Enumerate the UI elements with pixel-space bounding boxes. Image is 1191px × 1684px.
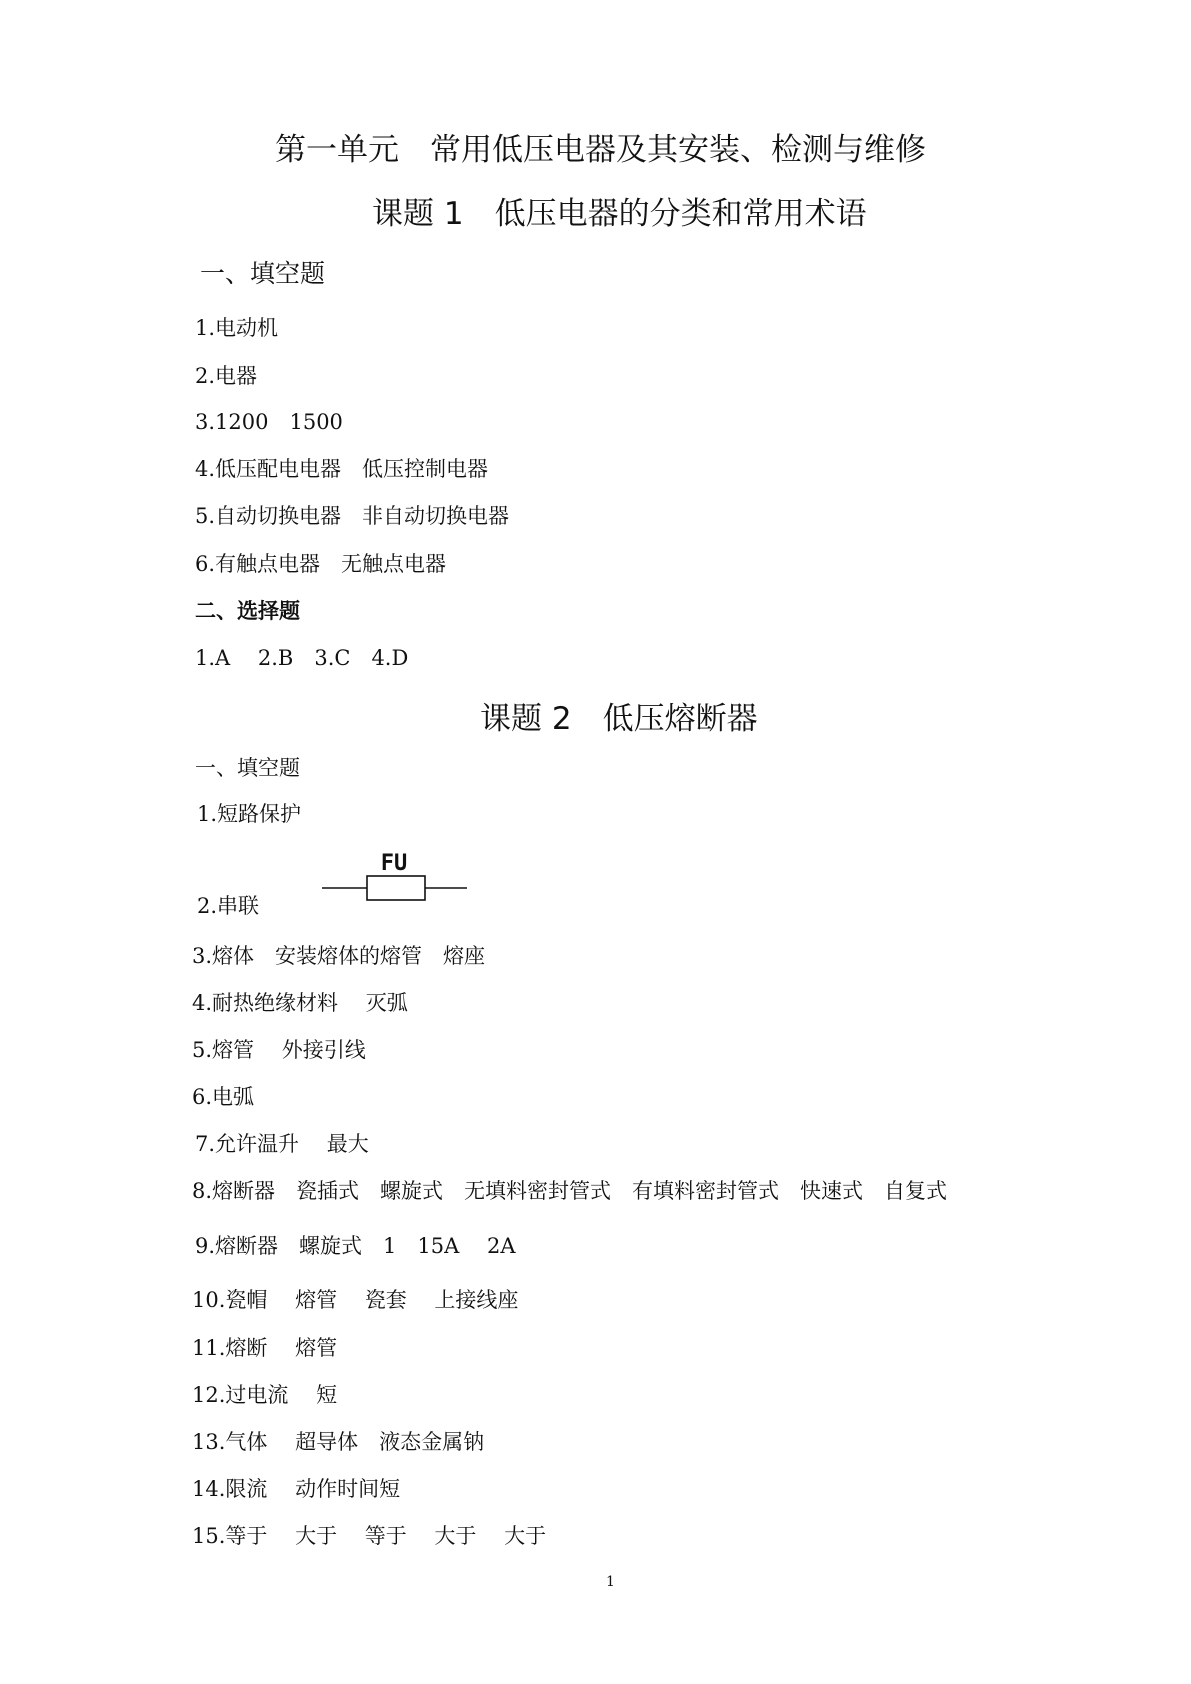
topic2-fill-item: 5.熔管 外接引线 — [192, 1038, 366, 1062]
unit-title: 第一单元 常用低压电器及其安装、检测与维修 — [275, 132, 926, 168]
topic2-fill-item: 3.熔体 安装熔体的熔管 熔座 — [192, 944, 486, 968]
topic1-fill-item: 3.1200 1500 — [195, 410, 343, 434]
topic1-fill-item: 6.有触点电器 无触点电器 — [195, 552, 447, 576]
fuse-symbol — [320, 845, 470, 905]
topic2-fill-item: 13.气体 超导体 液态金属钠 — [192, 1430, 485, 1454]
topic2-fill-item: 4.耐热绝缘材料 灭弧 — [192, 991, 408, 1015]
topic2-title: 课题 2 低压熔断器 — [480, 701, 758, 737]
topic1-choice-answers: 1.A 2.B 3.C 4.D — [195, 646, 409, 670]
topic1-choice-heading: 二、选择题 — [195, 599, 300, 623]
topic2-fill-item: 1.短路保护 — [197, 802, 302, 826]
topic2-fill-item: 9.熔断器 螺旋式 1 15A 2A — [195, 1234, 516, 1258]
topic2-fill-item: 12.过电流 短 — [192, 1383, 338, 1407]
topic2-fill-item: 7.允许温升 最大 — [195, 1132, 369, 1156]
topic2-fill-heading: 一、填空题 — [195, 756, 300, 780]
topic2-fill-item: 2.串联 — [197, 894, 260, 918]
fuse-symbol-icon — [320, 845, 470, 905]
topic2-fill-item: 14.限流 动作时间短 — [192, 1477, 401, 1501]
topic2-fill-item: 8.熔断器 瓷插式 螺旋式 无填料密封管式 有填料密封管式 快速式 自复式 — [192, 1179, 948, 1203]
topic2-fill-item: 15.等于 大于 等于 大于 大于 — [192, 1524, 547, 1548]
topic1-fill-item: 2.电器 — [195, 364, 258, 388]
topic1-title: 课题 1 低压电器的分类和常用术语 — [372, 196, 867, 232]
topic2-fill-item: 10.瓷帽 熔管 瓷套 上接线座 — [192, 1288, 519, 1312]
page-number: 1 — [606, 1574, 615, 1590]
topic2-fill-item: 11.熔断 熔管 — [192, 1336, 338, 1360]
topic1-fill-item: 1.电动机 — [195, 316, 279, 340]
topic1-fill-item: 5.自动切换电器 非自动切换电器 — [195, 504, 510, 528]
topic2-fill-item: 6.电弧 — [192, 1085, 255, 1109]
topic1-fill-heading: 一、填空题 — [200, 259, 326, 288]
fuse-symbol-label: FU — [380, 851, 408, 876]
topic1-fill-item: 4.低压配电电器 低压控制电器 — [195, 457, 489, 481]
